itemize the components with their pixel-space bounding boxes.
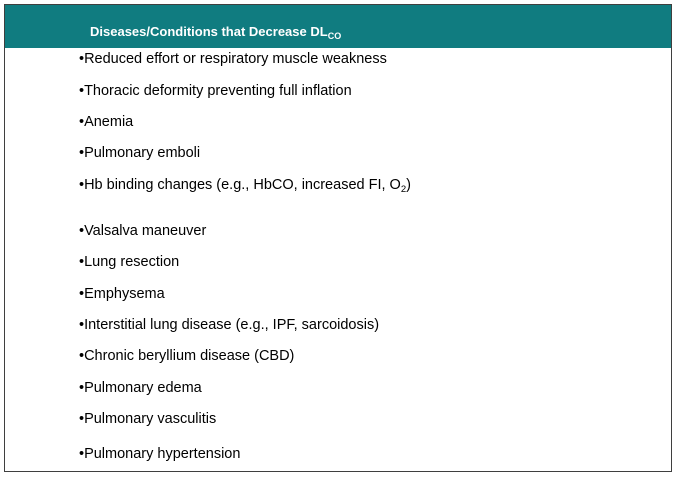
list-item: •Thoracic deformity preventing full inflation bbox=[79, 83, 352, 99]
header-title-subscript: CO bbox=[327, 31, 342, 41]
list-item: •Chronic beryllium disease (CBD) bbox=[79, 348, 295, 364]
list-item bbox=[79, 177, 411, 195]
list-item: •Interstitial lung disease (e.g., IPF, sarcoidosis) bbox=[79, 317, 380, 333]
conditions-table bbox=[4, 4, 672, 472]
list-item: •Valsalva maneuver bbox=[79, 223, 207, 239]
list-item: •Anemia bbox=[79, 114, 134, 130]
list-item-subscript: 2 bbox=[400, 184, 407, 195]
list-item: •Pulmonary emboli bbox=[79, 145, 201, 161]
list-item: •Pulmonary vasculitis bbox=[79, 411, 217, 427]
list-item: •Pulmonary hypertension bbox=[79, 446, 241, 462]
table-header-title bbox=[90, 24, 341, 41]
list-item: •Reduced effort or respiratory muscle weakness bbox=[79, 51, 387, 67]
list-item-text: •Hb binding changes (e.g., HbCO, increased FI, O bbox=[79, 177, 401, 193]
header-title-text: Diseases/Conditions that Decrease DL bbox=[90, 24, 328, 39]
list-item-text-end: ) bbox=[406, 177, 411, 193]
list-item: •Pulmonary edema bbox=[79, 380, 202, 396]
list-item: •Emphysema bbox=[79, 286, 165, 302]
list-item: •Lung resection bbox=[79, 254, 180, 270]
table-header bbox=[5, 5, 671, 48]
